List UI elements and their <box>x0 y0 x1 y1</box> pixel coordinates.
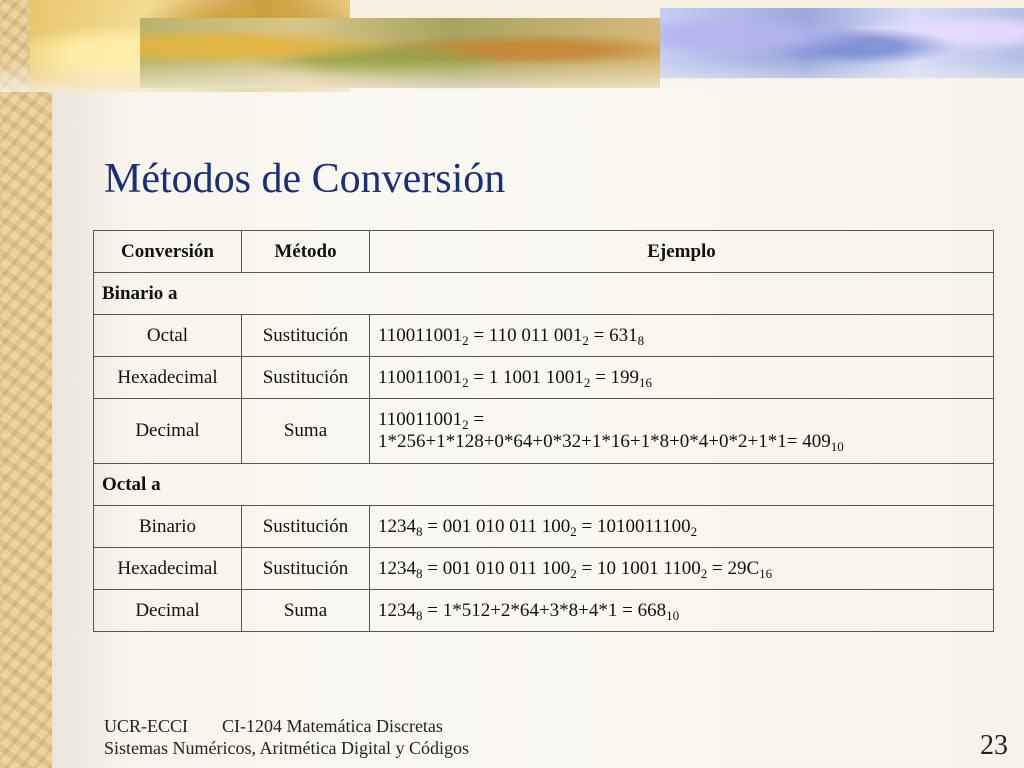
table-row <box>94 590 994 632</box>
banner-fade <box>0 60 1024 92</box>
left-texture-strip <box>0 0 52 768</box>
header-method: Método <box>242 231 370 273</box>
cell-target: Octal <box>94 315 242 357</box>
page-number: 23 <box>980 730 1008 761</box>
cell-method: Sustitución <box>242 548 370 590</box>
section-row-binario <box>94 273 994 315</box>
cell-example: $110011001_2$ = $1*256+1*128+0*64+0*32+1*16+1*8+0*4+0*2+1*1= 409_{10}$ <box>370 399 994 464</box>
section-label: Binario a <box>94 273 994 315</box>
table-row <box>94 506 994 548</box>
table-row <box>94 357 994 399</box>
decorative-banner <box>0 0 1024 92</box>
cell-method: Sustitución <box>242 506 370 548</box>
cell-target: Decimal <box>94 399 242 464</box>
cell-example: $110011001_2 = 1$ 1001 $1001_2 = 199_{16}$ <box>370 357 994 399</box>
cell-example: $110011001_2 = 110$ 011 $001_2 = 631_8$ <box>370 315 994 357</box>
header-example: Ejemplo <box>370 231 994 273</box>
table-row <box>94 548 994 590</box>
slide-title: Métodos de Conversión <box>104 156 506 202</box>
footer-course: CI-1204 Matemática Discretas <box>222 716 443 736</box>
cell-method: Sustitución <box>242 357 370 399</box>
cell-method: Suma <box>242 399 370 464</box>
footer-subtitle: Sistemas Numéricos, Aritmética Digital y Códigos <box>104 738 469 758</box>
cell-target: Hexadecimal <box>94 548 242 590</box>
footer-org: UCR-ECCI <box>104 716 189 736</box>
cell-target: Binario <box>94 506 242 548</box>
table-header-row <box>94 231 994 273</box>
cell-method: Sustitución <box>242 315 370 357</box>
section-label: Octal a <box>94 464 994 506</box>
table-row <box>94 399 994 464</box>
footer-line-1 <box>104 715 469 737</box>
cell-method: Suma <box>242 590 370 632</box>
cell-example: $1234_8 = 001$ 010 011 $100_2 = 1010011100_2$ <box>370 506 994 548</box>
header-conversion: Conversión <box>94 231 242 273</box>
table-row <box>94 315 994 357</box>
slide-footer <box>104 715 469 759</box>
cell-example: $1234_8 = 1*512+2*64+3*8+4*1 = 668_{10}$ <box>370 590 994 632</box>
section-row-octal <box>94 464 994 506</box>
conversion-table <box>93 230 994 632</box>
cell-target: Hexadecimal <box>94 357 242 399</box>
cell-target: Decimal <box>94 590 242 632</box>
cell-example: $1234_8 = 001$ 010 011 $100_2 = 10$ 1001 $1100_2 = 29C_{16}$ <box>370 548 994 590</box>
